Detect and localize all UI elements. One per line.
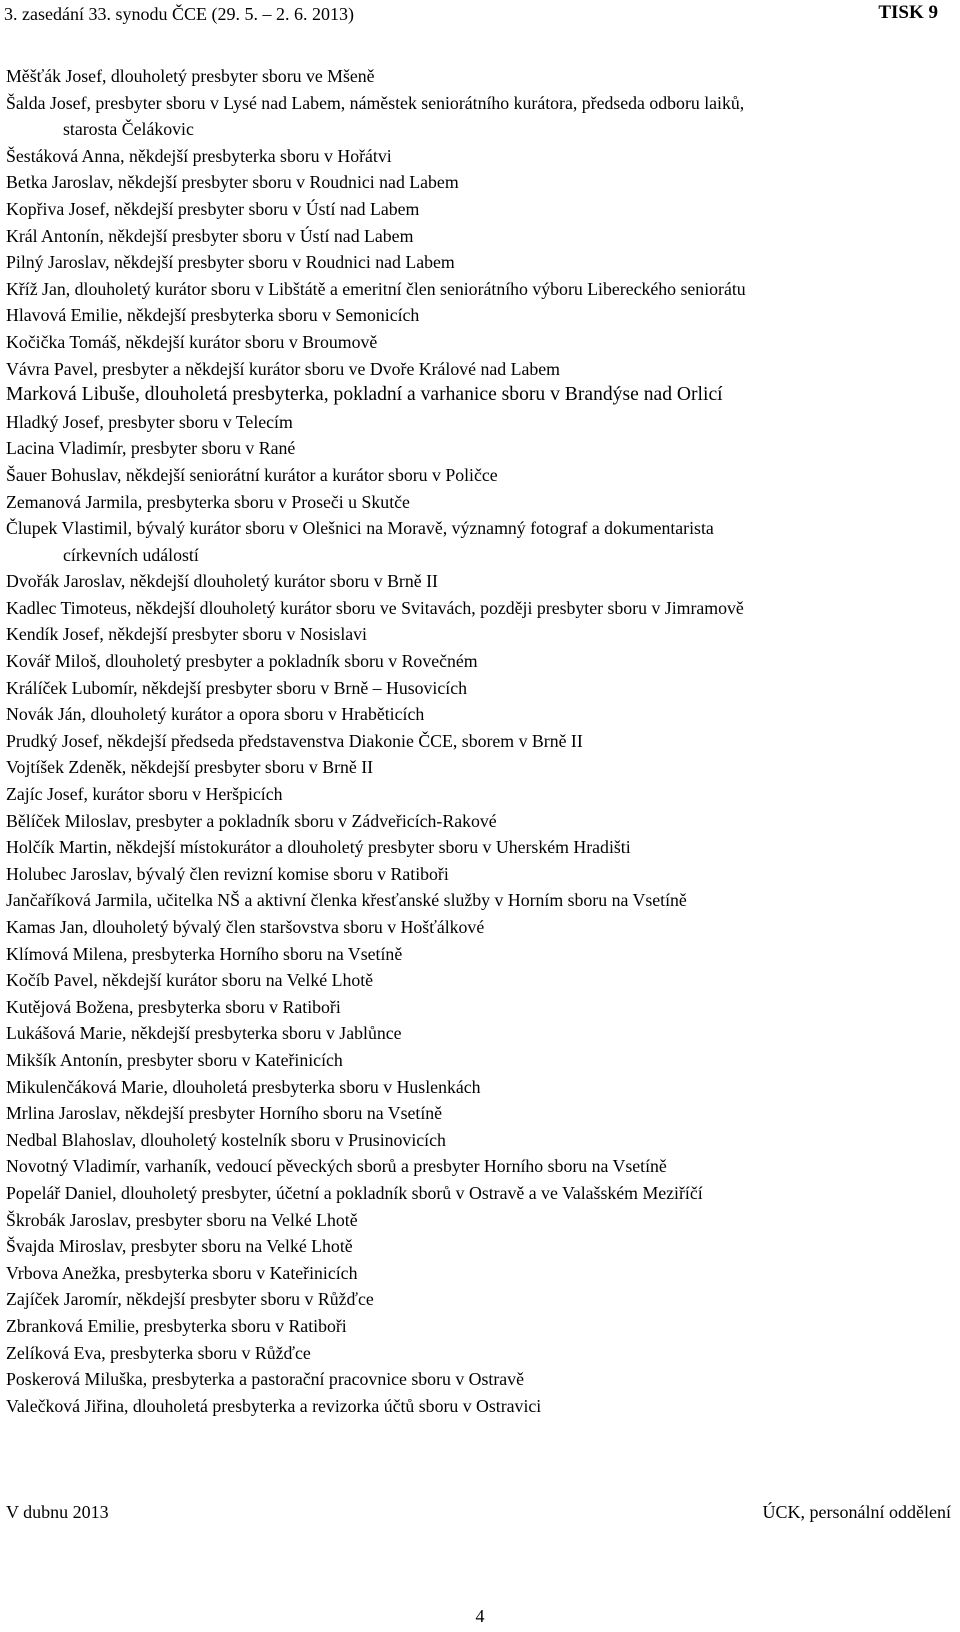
entry-text: Novotný Vladimír, varhaník, vedoucí pěveckých sborů a presbyter Horního sboru na Vsetíně bbox=[6, 1156, 667, 1177]
entry-text: Mrlina Jaroslav, někdejší presbyter Horního sboru na Vsetíně bbox=[6, 1103, 443, 1124]
document-header-session: 3. zasedání 33. synodu ČCE (29. 5. – 2. 6. 2013) bbox=[4, 4, 354, 24]
entry-text: Kočíb Pavel, někdejší kurátor sboru na Velké Lhotě bbox=[6, 970, 374, 991]
entry-text: Vrbova Anežka, presbyterka sboru v Kateřinicích bbox=[6, 1262, 358, 1283]
list-item bbox=[6, 1047, 954, 1074]
entry-text: Kočička Tomáš, někdejší kurátor sboru v Broumově bbox=[6, 331, 378, 352]
list-item bbox=[6, 515, 954, 568]
entry-text: Betka Jaroslav, někdejší presbyter sboru v Roudnici nad Labem bbox=[6, 172, 459, 193]
entry-text: Poskerová Miluška, presbyterka a pastorační pracovnice sboru v Ostravě bbox=[6, 1369, 524, 1390]
entry-text: Král Antonín, někdejší presbyter sboru v Ústí nad Labem bbox=[6, 225, 414, 246]
entry-text: Zajíček Jaromír, někdejší presbyter sboru v Růžďce bbox=[6, 1289, 374, 1310]
list-item bbox=[6, 754, 954, 781]
list-item bbox=[6, 1180, 954, 1207]
list-item bbox=[6, 1074, 954, 1101]
list-item bbox=[6, 781, 954, 808]
entry-text: Pilný Jaroslav, někdejší presbyter sboru v Roudnici nad Labem bbox=[6, 252, 455, 273]
list-item bbox=[6, 409, 954, 436]
entry-text: Hlavová Emilie, někdejší presbyterka sboru v Semonicích bbox=[6, 305, 420, 326]
list-item bbox=[6, 834, 954, 861]
list-item bbox=[6, 1153, 954, 1180]
entry-text: Marková Libuše, dlouholetá presbyterka, pokladní a varhanice sboru v Brandýse nad Orlicí bbox=[6, 384, 723, 406]
list-item bbox=[6, 914, 954, 941]
list-item bbox=[6, 1100, 954, 1127]
list-item bbox=[6, 143, 954, 170]
list-item bbox=[6, 435, 954, 462]
entry-text: Zemanová Jarmila, presbyterka sboru v Proseči u Skutče bbox=[6, 491, 410, 512]
list-item bbox=[6, 63, 954, 90]
entry-text: Šalda Josef, presbyter sboru v Lysé nad Labem, náměstek seniorátního kurátora, předseda odboru laiků, bbox=[6, 92, 745, 113]
entry-text: Zelíková Eva, presbyterka sboru v Růžďce bbox=[6, 1342, 311, 1363]
footer-date: V dubnu 2013 bbox=[6, 1502, 109, 1522]
list-item bbox=[6, 329, 954, 356]
entry-text: Holčík Martin, někdejší místokurátor a dlouholetý presbyter sboru v Uherském Hradišti bbox=[6, 837, 631, 858]
list-item bbox=[6, 701, 954, 728]
list-item bbox=[6, 1020, 954, 1047]
list-item bbox=[6, 568, 954, 595]
list-item bbox=[6, 90, 954, 143]
list-item bbox=[6, 861, 954, 888]
list-item bbox=[6, 967, 954, 994]
entry-text: Hladký Josef, presbyter sboru v Telecím bbox=[6, 411, 293, 432]
entry-text-continuation: církevních událostí bbox=[63, 544, 199, 565]
entry-text: Lacina Vladimír, presbyter sboru v Rané bbox=[6, 438, 296, 459]
list-item bbox=[6, 382, 954, 409]
entry-text: Jančaříková Jarmila, učitelka NŠ a aktivní členka křesťanské služby v Horním sboru na Vsetíně bbox=[6, 890, 687, 911]
list-item bbox=[6, 276, 954, 303]
list-item bbox=[6, 595, 954, 622]
list-item bbox=[6, 1393, 954, 1420]
entry-text: Kopřiva Josef, někdejší presbyter sboru v Ústí nad Labem bbox=[6, 198, 420, 219]
entry-text: Prudký Josef, někdejší předseda představenstva Diakonie ČCE, sborem v Brně II bbox=[6, 730, 583, 751]
list-item bbox=[6, 675, 954, 702]
footer-department: ÚCK, personální oddělení bbox=[762, 1502, 951, 1522]
list-item bbox=[6, 941, 954, 968]
entry-text: Kříž Jan, dlouholetý kurátor sboru v Libštátě a emeritní člen seniorátního výboru Libereckého seniorátu bbox=[6, 278, 746, 299]
list-item bbox=[6, 356, 954, 383]
entry-text: Mikšík Antonín, presbyter sboru v Kateřinicích bbox=[6, 1049, 343, 1070]
entry-text: Škrobák Jaroslav, presbyter sboru na Velké Lhotě bbox=[6, 1209, 358, 1230]
entry-text: Zajíc Josef, kurátor sboru v Heršpicích bbox=[6, 784, 283, 805]
entry-text: Kovář Miloš, dlouholetý presbyter a pokladník sboru v Rovečném bbox=[6, 651, 478, 672]
obituary-list bbox=[6, 63, 954, 1419]
entry-text: Králíček Lubomír, někdejší presbyter sboru v Brně – Husovicích bbox=[6, 677, 467, 698]
entry-text: Kendík Josef, někdejší presbyter sboru v Nosislavi bbox=[6, 624, 367, 645]
entry-text: Mikulenčáková Marie, dlouholetá presbyterka sboru v Huslenkách bbox=[6, 1076, 481, 1097]
entry-text: Klímová Milena, presbyterka Horního sboru na Vsetíně bbox=[6, 943, 403, 964]
entry-text: Popelář Daniel, dlouholetý presbyter, účetní a pokladník sborů v Ostravě a ve Valašském Meziříčí bbox=[6, 1182, 703, 1203]
list-item bbox=[6, 808, 954, 835]
entry-text: Švajda Miroslav, presbyter sboru na Velké Lhotě bbox=[6, 1236, 353, 1257]
entry-text: Bělíček Miloslav, presbyter a pokladník sboru v Zádveřicích-Rakové bbox=[6, 810, 497, 831]
list-item bbox=[6, 489, 954, 516]
list-item bbox=[6, 302, 954, 329]
entry-text: Novák Ján, dlouholetý kurátor a opora sboru v Hraběticích bbox=[6, 704, 425, 725]
entry-text: Kamas Jan, dlouholetý bývalý člen staršovstva sboru v Hošťálkové bbox=[6, 917, 485, 937]
list-item bbox=[6, 249, 954, 276]
entry-text: Člupek Vlastimil, bývalý kurátor sboru v Olešnici na Moravě, významný fotograf a dokumentarista bbox=[6, 518, 714, 539]
list-item bbox=[6, 648, 954, 675]
list-item bbox=[6, 462, 954, 489]
entry-text: Valečková Jiřina, dlouholetá presbyterka a revizorka účtů sboru v Ostravici bbox=[6, 1395, 542, 1416]
entry-text: Zbranková Emilie, presbyterka sboru v Ratiboři bbox=[6, 1315, 347, 1336]
list-item bbox=[6, 1340, 954, 1367]
list-item bbox=[6, 223, 954, 250]
entry-text: Vojtíšek Zdeněk, někdejší presbyter sboru v Brně II bbox=[6, 757, 374, 778]
list-item bbox=[6, 728, 954, 755]
entry-text: Lukášová Marie, někdejší presbyterka sboru v Jablůnce bbox=[6, 1023, 402, 1044]
document-header-print-label: TISK 9 bbox=[878, 2, 938, 23]
entry-text: Měšťák Josef, dlouholetý presbyter sboru ve Mšeně bbox=[6, 66, 375, 86]
list-item bbox=[6, 196, 954, 223]
entry-text: Šestáková Anna, někdejší presbyterka sboru v Hořátvi bbox=[6, 145, 392, 166]
list-item bbox=[6, 1207, 954, 1234]
page-number: 4 bbox=[475, 1606, 485, 1626]
entry-text: Kadlec Timoteus, někdejší dlouholetý kurátor sboru ve Svitavách, později presbyter sboru v Jimramově bbox=[6, 597, 744, 618]
list-item bbox=[6, 1286, 954, 1313]
entry-text: Holubec Jaroslav, bývalý člen revizní komise sboru v Ratiboři bbox=[6, 863, 449, 884]
entry-text-continuation: starosta Čelákovic bbox=[63, 119, 194, 140]
list-item bbox=[6, 169, 954, 196]
list-item bbox=[6, 1233, 954, 1260]
list-item bbox=[6, 1313, 954, 1340]
entry-text: Nedbal Blahoslav, dlouholetý kostelník sboru v Prusinovicích bbox=[6, 1129, 446, 1150]
list-item bbox=[6, 621, 954, 648]
list-item bbox=[6, 1260, 954, 1287]
list-item bbox=[6, 994, 954, 1021]
list-item bbox=[6, 1127, 954, 1154]
list-item bbox=[6, 1366, 954, 1393]
list-item bbox=[6, 887, 954, 914]
entry-text: Dvořák Jaroslav, někdejší dlouholetý kurátor sboru v Brně II bbox=[6, 571, 438, 592]
entry-text: Vávra Pavel, presbyter a někdejší kurátor sboru ve Dvoře Králové nad Labem bbox=[6, 358, 560, 379]
entry-text: Šauer Bohuslav, někdejší seniorátní kurátor a kurátor sboru v Poličce bbox=[6, 464, 498, 485]
entry-text: Kutějová Božena, presbyterka sboru v Ratiboři bbox=[6, 996, 341, 1017]
